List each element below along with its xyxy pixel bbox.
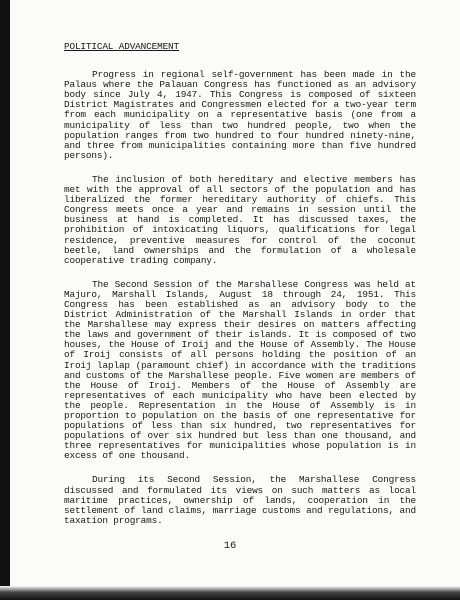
scan-bottom-shadow xyxy=(0,586,460,600)
paragraph-palauan-congress: Progress in regional self-government has been made in the Palaus where the Palauan Congress has functioned as an advisory body since July 4, 1947. This Congress is composed of sixteen District Magistrates and Congressmen elected for a two-year term from each municipality on a representative basis (one from a municipality of less than two hundred people, two when the population ranges from two hundred to four hundred ninety-nine, and three from municipalities containing more than five hundred persons). xyxy=(64,69,416,161)
page-number: 16 xyxy=(223,540,237,552)
section-heading: POLITICAL ADVANCEMENT xyxy=(64,41,179,52)
paragraph-hereditary-elective: The inclusion of both hereditary and elective members has met with the approval of all sectors of the population and has liberalized the former hereditary authority of chiefs. This Congress meets once a year and remains in session until the business at hand is completed. It has discussed taxes, the prohibition of intoxicating liquors, qualifications for legal residence, preventive measures for control of the coconut beetle, land ownerships and the formulation of a wholesale cooperative trading company. xyxy=(64,173,416,266)
paragraph-second-session: During its Second Session, the Marshallese Congress discussed and formulated its views on such matters as local maritime practices, ownership of lands, cooperation in the settlement of land claims, marriage customs and regulations, and taxation programs. xyxy=(64,474,416,526)
paragraph-marshallese-congress: The Second Session of the Marshallese Congress was held at Majuro, Marshall Islands, August 18 through 24, 1951. This Congress has been established as an advisory body to the District Administration of the Marshall Islands in order that the Marshallese may express their desires on matters affecting the laws and government of their islands. It is composed of two houses, the House of Iroij and the House of Assembly. The House of Iroij consists of all persons holding the position of an Iroij laplap (paramount chief) in accordance with the traditions and customs of the Marshallese people. Five women are members of the House of Iroij. Members of the House of Assembly are representatives of each municipality who have been elected by the people. Representation in the House of Assembly is in proportion to population on the basis of one representative for populations of less than six hundred, two representatives for populations of over six hundred but less than one thousand, and three representatives for municipalities whose population is in excess of one thousand. xyxy=(64,278,416,462)
scan-binding-edge xyxy=(0,0,10,600)
document-body xyxy=(64,42,416,540)
